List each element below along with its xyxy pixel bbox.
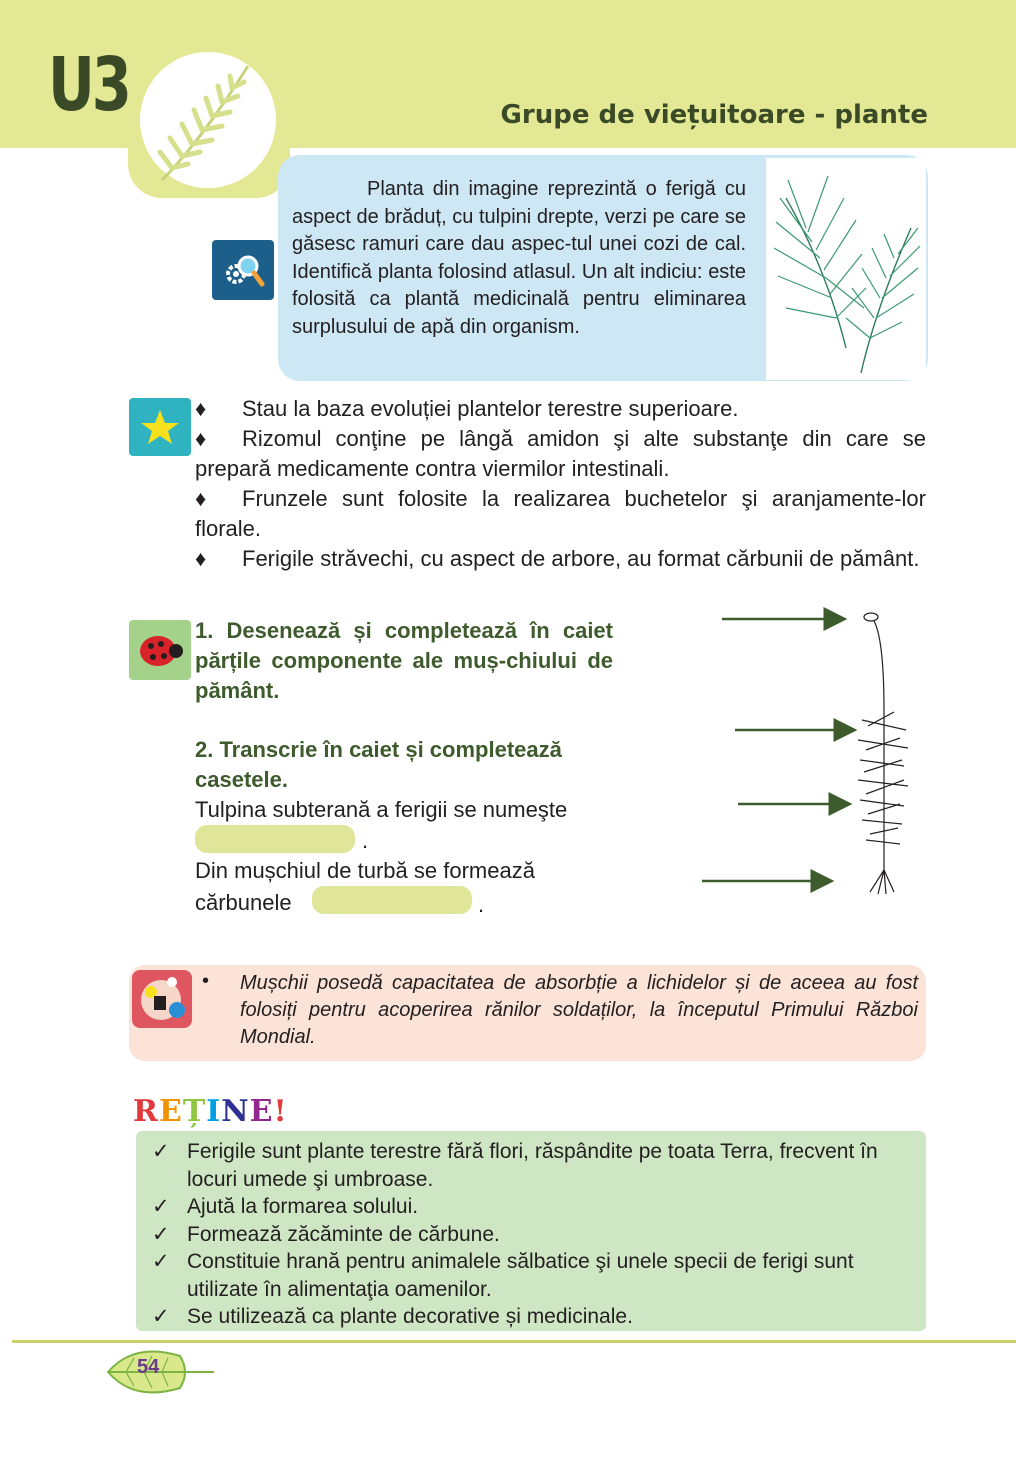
fun-fact-bullet: • bbox=[202, 970, 210, 992]
task-2-line-3: cărbunele bbox=[195, 890, 292, 915]
fact-text: Ferigile străvechi, cu aspect de arbore, au format cărbunii de pământ. bbox=[242, 546, 920, 571]
task-2-line-3-end: . bbox=[478, 892, 485, 917]
retine-item bbox=[150, 1138, 918, 1193]
fun-fact-icon-box bbox=[132, 970, 192, 1028]
retine-letter: E bbox=[249, 1094, 274, 1129]
retine-letter: E bbox=[158, 1094, 183, 1129]
research-icon-box bbox=[212, 240, 274, 300]
task-2-line-2-text: Din mușchiul de turbă se formează bbox=[195, 858, 535, 883]
retine-item-text: Ajută la formarea solului. bbox=[187, 1195, 419, 1218]
task-1: 1. Desenează și completează în caiet părțile componente ale muș-chiului de pământ. bbox=[195, 618, 613, 703]
diamond-bullet-icon: ♦ bbox=[195, 426, 207, 451]
chapter-title: Grupe de viețuitoare - plante bbox=[500, 100, 928, 130]
retine-item bbox=[150, 1193, 918, 1221]
retine-item bbox=[150, 1221, 918, 1249]
leaf-icon bbox=[104, 1344, 216, 1400]
moss-diagram bbox=[690, 600, 920, 900]
facts-icon-box bbox=[129, 398, 191, 456]
retine-title bbox=[133, 1094, 288, 1129]
fun-fact-text: Mușchii posedă capacitatea de absorbție a lichidelor și de aceea au fost folosiți pentru acoperirea rănilor soldaților, la începutul Primului Război Mondial. bbox=[240, 972, 918, 1048]
fact-text: Stau la baza evoluției plantelor terestre superioare. bbox=[242, 396, 739, 421]
retine-item-text: Se utilizează ca plante decorative și medicinale. bbox=[187, 1305, 633, 1328]
checkmark-icon: ✓ bbox=[152, 1250, 170, 1273]
fact-text: Rizomul conţine pe lângă amidon şi alte substanţe din care se prepară medicamente contra viermilor intestinali. bbox=[195, 426, 926, 481]
checkmark-icon: ✓ bbox=[152, 1222, 170, 1246]
diamond-bullet-icon: ♦ bbox=[195, 396, 207, 421]
diamond-bullet-icon: ♦ bbox=[195, 486, 207, 511]
answer-box-rhizome[interactable] bbox=[195, 825, 355, 853]
page-number: 54 bbox=[137, 1356, 160, 1378]
intro-text bbox=[292, 176, 746, 341]
task-2-line-1: Tulpina subterană a ferigii se numeşte bbox=[195, 797, 568, 822]
checkmark-icon: ✓ bbox=[152, 1140, 170, 1163]
gears-magnifier-icon bbox=[212, 240, 274, 300]
retine-letter: ! bbox=[273, 1094, 288, 1129]
task-2-line-1-end: . bbox=[362, 828, 369, 853]
facts-list bbox=[195, 394, 926, 574]
horsetail-illustration bbox=[766, 158, 926, 380]
fact-item bbox=[195, 394, 926, 424]
task-2-line-2 bbox=[195, 856, 613, 886]
answer-box-coal[interactable] bbox=[312, 886, 472, 914]
retine-item bbox=[150, 1248, 918, 1303]
lightbulb-thumbs-up-icon bbox=[132, 970, 192, 1028]
retine-item-text: Constituie hrană pentru animalele sălbatice şi unele specii de ferigi sunt utilizate în alimentaţia oamenilor. bbox=[187, 1250, 854, 1301]
retine-list bbox=[150, 1138, 918, 1331]
fact-item bbox=[195, 544, 926, 574]
footer-line bbox=[12, 1340, 1016, 1343]
fact-item bbox=[195, 424, 926, 484]
retine-item-text: Ferigile sunt plante terestre fără flori, răspândite pe toata Terra, frecvent în locuri umede şi umbroase. bbox=[187, 1140, 878, 1191]
unit-label: U3 bbox=[48, 42, 129, 128]
checkmark-icon: ✓ bbox=[152, 1305, 170, 1328]
retine-letter: I bbox=[206, 1094, 222, 1129]
checkmark-icon: ✓ bbox=[152, 1195, 170, 1218]
retine-letter: N bbox=[221, 1094, 250, 1129]
diamond-bullet-icon: ♦ bbox=[195, 546, 207, 571]
unit-emblem bbox=[140, 52, 276, 188]
retine-item bbox=[150, 1303, 918, 1331]
task-icon-box bbox=[129, 620, 191, 680]
retine-letter: R bbox=[133, 1094, 159, 1129]
retine-letter: Ț bbox=[182, 1094, 207, 1129]
intro-paragraph: Planta din imagine reprezintă o ferigă cu aspect de brăduț, cu tulpini drepte, verzi pe care se găsesc ramuri care dau aspec-tul unei cozi de cal. Identifică planta folosind atlasul. Un alt indiciu: este folosită ca plantă medicinală pentru eliminarea surplusului de apă din organism. bbox=[292, 178, 746, 338]
star-icon bbox=[129, 398, 191, 456]
fern-leaf-icon bbox=[140, 52, 276, 188]
task-2: 2. Transcrie în caiet și completează casetele. bbox=[195, 737, 562, 792]
fact-text: Frunzele sunt folosite la realizarea buchetelor şi aranjamente-lor florale. bbox=[195, 486, 926, 541]
ladybug-icon bbox=[129, 620, 191, 680]
retine-item-text: Formează zăcăminte de cărbune. bbox=[187, 1222, 500, 1246]
fact-item bbox=[195, 484, 926, 544]
horsetail-image bbox=[766, 158, 926, 380]
